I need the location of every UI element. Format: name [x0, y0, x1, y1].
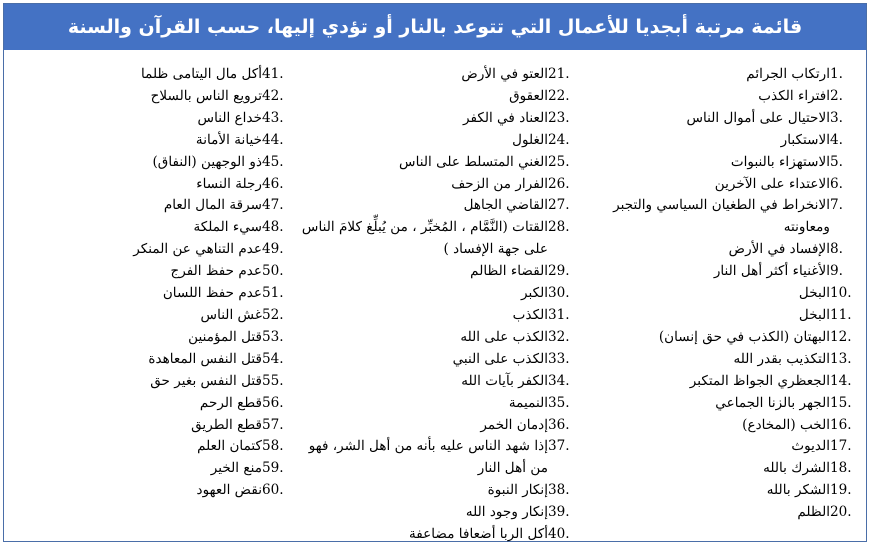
item-number: 19.	[830, 482, 852, 499]
list-item	[34, 239, 292, 261]
item-number: 2.	[830, 87, 843, 104]
list-item	[588, 64, 856, 86]
list-item	[300, 261, 578, 283]
list-item	[300, 305, 578, 327]
item-number: 11.	[830, 306, 852, 323]
item-text: رجلة النساء	[196, 175, 262, 192]
item-number: 59.	[262, 460, 284, 477]
item-text: خيانة الأمانة	[195, 131, 262, 148]
list-item	[34, 371, 292, 393]
item-text: عدم حفظ الفرج	[170, 263, 262, 280]
item-number: 15.	[830, 394, 852, 411]
item-number: 13.	[830, 350, 852, 367]
item-text: الشرك بالله	[763, 460, 830, 477]
list-item	[588, 152, 856, 174]
list-item	[588, 108, 856, 130]
list-item	[34, 108, 292, 130]
item-number: 31.	[548, 306, 570, 323]
item-number: 3.	[830, 109, 843, 126]
item-number: 37.	[548, 438, 570, 455]
item-text: إدمان الخمر	[480, 416, 548, 433]
item-number: 22.	[548, 87, 570, 104]
list-item	[34, 349, 292, 371]
item-text: أكل مال اليتامى ظلما	[140, 66, 262, 82]
list-item	[300, 415, 578, 437]
item-number: 28.	[548, 219, 570, 236]
page-title: قائمة مرتبة أبجديا للأعمال التي تتوعد بالنار أو تؤدي إليها، حسب القرآن والسنة	[67, 16, 803, 38]
list-item	[588, 480, 856, 502]
item-number: 26.	[548, 175, 570, 192]
item-text: القتات (النَّمَّام ، المُخبِّر ، من يُبلِّغ كلامَ الناس على جهة الإفساد )	[301, 219, 548, 258]
item-number: 48.	[262, 219, 284, 236]
list-item	[34, 480, 292, 502]
list-item	[34, 415, 292, 437]
item-text: الفرار من الزحف	[451, 175, 548, 192]
item-text: الغلول	[512, 131, 548, 148]
item-text: الديوث	[791, 438, 830, 455]
item-text: البخل	[798, 285, 830, 302]
list-item	[588, 371, 856, 393]
item-number: 43.	[262, 109, 284, 126]
item-text: عدم حفظ اللسان	[162, 285, 262, 302]
item-text: العتو في الأرض	[461, 66, 548, 82]
list-item	[34, 436, 292, 458]
item-text: قتل النفس بغير حق	[150, 372, 262, 389]
item-text: الأغنياء أكثر أهل النار	[713, 263, 830, 280]
item-number: 54.	[262, 350, 284, 367]
item-text: أكل الربا أضعافا مضاعفة	[409, 526, 548, 543]
item-text: الإفساد في الأرض	[728, 241, 830, 258]
item-number: 45.	[262, 153, 284, 170]
item-number: 44.	[262, 131, 284, 148]
item-number: 46.	[262, 175, 284, 192]
list-item	[34, 64, 292, 86]
item-number: 52.	[262, 306, 284, 323]
item-text: نقض العهود	[196, 482, 262, 499]
list-item	[588, 261, 856, 283]
item-text: الاعتداء على الآخرين	[714, 175, 830, 192]
list-item	[588, 130, 856, 152]
item-text: عدم التناهي عن المنكر	[133, 241, 262, 258]
item-text: البهتان (الكذب في حق إنسان)	[658, 328, 830, 345]
item-number: 1.	[830, 66, 843, 82]
item-text: النميمة	[508, 394, 548, 411]
item-number: 34.	[548, 372, 570, 389]
list-item	[34, 458, 292, 480]
item-text: الاستكبار	[780, 131, 830, 148]
list-item	[588, 502, 856, 524]
item-number: 24.	[548, 131, 570, 148]
list-item	[300, 195, 578, 217]
list-item	[588, 458, 856, 480]
table-header	[4, 4, 866, 50]
item-text: ترويع الناس بالسلاح	[150, 87, 262, 104]
list-item	[34, 261, 292, 283]
list-table	[3, 3, 867, 542]
item-number: 36.	[548, 416, 570, 433]
list-column-3	[34, 64, 292, 502]
item-number: 32.	[548, 328, 570, 345]
item-number: 25.	[548, 153, 570, 170]
list-item	[588, 349, 856, 371]
item-text: ارتكاب الجرائم	[746, 66, 830, 82]
item-number: 55.	[262, 372, 284, 389]
item-number: 30.	[548, 285, 570, 302]
item-text: البخل	[798, 306, 830, 323]
list-item	[300, 174, 578, 196]
item-text: قطع الرحم	[199, 394, 262, 411]
list-item	[300, 502, 578, 524]
item-number: 20.	[830, 504, 852, 521]
item-text: الشكر بالله	[766, 482, 830, 499]
item-number: 23.	[548, 109, 570, 126]
list-item	[300, 393, 578, 415]
item-number: 9.	[830, 263, 843, 280]
list-item	[34, 217, 292, 239]
item-text: الاحتيال على أموال الناس	[686, 109, 830, 126]
item-number: 60.	[262, 482, 284, 499]
item-number: 41.	[262, 66, 284, 82]
item-text: الكذب على النبي	[452, 350, 548, 367]
item-text: التكذيب بقدر الله	[733, 350, 830, 367]
item-number: 51.	[262, 285, 284, 302]
item-number: 18.	[830, 460, 852, 477]
list-item	[588, 283, 856, 305]
item-text: القضاء الظالم	[470, 263, 548, 280]
item-text: الجهر بالزنا الجماعي	[715, 394, 830, 411]
list-item	[588, 415, 856, 437]
list-item	[300, 436, 578, 480]
item-number: 29.	[548, 263, 570, 280]
list-item	[588, 195, 856, 239]
item-text: الكذب على الله	[460, 328, 548, 345]
item-number: 17.	[830, 438, 852, 455]
item-text: قتل المؤمنين	[188, 328, 262, 345]
item-number: 40.	[548, 526, 570, 543]
item-text: منع الخير	[210, 460, 262, 477]
list-item	[300, 86, 578, 108]
list-item	[588, 239, 856, 261]
list-item	[588, 327, 856, 349]
item-text: القاضي الجاهل	[463, 197, 548, 214]
list-item	[300, 349, 578, 371]
list-item	[34, 393, 292, 415]
item-text: كتمان العلم	[197, 438, 262, 455]
list-item	[34, 327, 292, 349]
list-item	[300, 130, 578, 152]
item-number: 8.	[830, 241, 843, 258]
item-text: إنكار وجود الله	[465, 504, 548, 521]
item-text: قطع الطريق	[191, 416, 262, 433]
list-item	[34, 305, 292, 327]
item-number: 16.	[830, 416, 852, 433]
list-item	[34, 283, 292, 305]
item-text: الغني المتسلط على الناس	[399, 153, 548, 170]
list-item	[34, 86, 292, 108]
list-item	[300, 283, 578, 305]
item-number: 50.	[262, 263, 284, 280]
item-text: خداع الناس	[197, 109, 262, 126]
list-item	[588, 174, 856, 196]
list-item	[34, 174, 292, 196]
item-number: 27.	[548, 197, 570, 214]
item-text: إنكار النبوة	[487, 482, 548, 499]
item-number: 38.	[548, 482, 570, 499]
item-text: العقوق	[509, 87, 548, 104]
item-text: الاستهزاء بالنبوات	[730, 153, 830, 170]
item-text: الخب (المخادع)	[742, 416, 830, 433]
list-item	[300, 524, 578, 546]
list-item	[300, 371, 578, 393]
item-number: 10.	[830, 285, 852, 302]
item-number: 33.	[548, 350, 570, 367]
item-text: إذا شهد الناس عليه بأنه من أهل الشر، فهو من أهل النار	[308, 438, 548, 477]
item-text: افتراء الكذب	[758, 87, 830, 104]
item-text: ذو الوجهين (النفاق)	[152, 153, 262, 170]
item-number: 56.	[262, 394, 284, 411]
item-text: الانخراط في الطغيان السياسي والتجبر ومعاونته	[613, 197, 830, 236]
list-item	[300, 480, 578, 502]
item-number: 49.	[262, 241, 284, 258]
item-text: الكبر	[520, 285, 548, 302]
list-item	[300, 108, 578, 130]
item-number: 47.	[262, 197, 284, 214]
item-number: 5.	[830, 153, 843, 170]
item-text: سرقة المال العام	[163, 197, 262, 214]
item-number: 6.	[830, 175, 843, 192]
list-column-2	[300, 64, 578, 546]
item-text: غش الناس	[200, 306, 262, 323]
list-item	[300, 327, 578, 349]
item-number: 12.	[830, 328, 852, 345]
list-item	[34, 195, 292, 217]
list-item	[300, 152, 578, 174]
list-item	[588, 305, 856, 327]
list-item	[34, 130, 292, 152]
item-number: 14.	[830, 372, 852, 389]
list-item	[300, 217, 578, 261]
item-number: 53.	[262, 328, 284, 345]
item-number: 21.	[548, 66, 570, 82]
item-text: الجعظري الجواظ المتكبر	[689, 372, 830, 389]
item-number: 39.	[548, 504, 570, 521]
list-item	[588, 436, 856, 458]
item-number: 42.	[262, 87, 284, 104]
item-text: العناد في الكفر	[462, 109, 548, 126]
list-item	[588, 86, 856, 108]
item-text: سيء الملكة	[193, 219, 262, 236]
list-item	[34, 152, 292, 174]
list-column-1	[588, 64, 856, 524]
list-item	[588, 393, 856, 415]
item-number: 7.	[830, 197, 843, 214]
item-number: 58.	[262, 438, 284, 455]
item-number: 57.	[262, 416, 284, 433]
item-number: 4.	[830, 131, 843, 148]
list-item	[300, 64, 578, 86]
item-number: 35.	[548, 394, 570, 411]
item-text: الكذب	[512, 306, 548, 323]
item-text: الكفر بآيات الله	[461, 372, 548, 389]
item-text: الظلم	[797, 504, 830, 521]
item-text: قتل النفس المعاهدة	[148, 350, 262, 367]
